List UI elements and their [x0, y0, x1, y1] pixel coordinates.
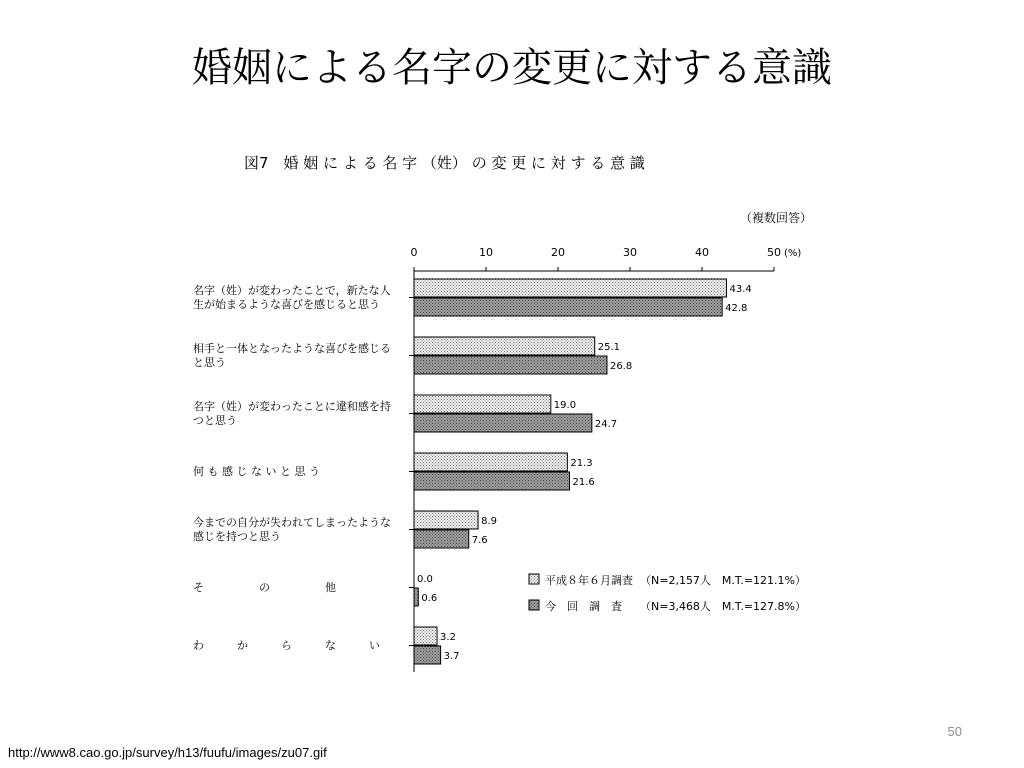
category-label: わ か ら な い	[193, 639, 380, 652]
bar-series-1	[414, 588, 418, 606]
x-tick-label: 0	[410, 246, 418, 259]
bar-value-label: 21.6	[572, 477, 595, 488]
bar-value-label: 26.8	[609, 361, 633, 372]
category-label: 相手と一体となったような喜びを感じる	[193, 342, 391, 355]
bar-series-0	[414, 627, 437, 645]
x-tick-label: 50	[767, 246, 781, 259]
bar-value-label: 43.4	[729, 284, 752, 295]
category-label: 感じを持つと思う	[193, 530, 281, 543]
bar-series-1	[414, 414, 592, 432]
bar-series-0	[414, 511, 478, 529]
bar-value-label: 7.6	[471, 535, 488, 546]
category-label: と思う	[193, 356, 226, 369]
bar-value-label: 0.0	[417, 574, 433, 585]
source-url: http://www8.cao.go.jp/survey/h13/fuufu/images/zu07.gif	[8, 745, 327, 760]
x-tick-label: 20	[551, 246, 565, 259]
bar-value-label: 19.0	[553, 400, 577, 411]
bar-value-label: 3.2	[440, 632, 456, 643]
unit-label: (%)	[784, 248, 802, 259]
bar-series-1	[414, 530, 469, 548]
bar-series-0	[414, 395, 551, 413]
legend-swatch-1	[529, 600, 539, 610]
category-label: そ の 他	[193, 581, 336, 594]
bar-value-label: 0.6	[421, 593, 438, 604]
bar-series-0	[414, 279, 726, 297]
bar-series-1	[414, 472, 570, 490]
category-label: 生が始まるような喜びを感じると思う	[193, 298, 380, 311]
x-tick-label: 40	[695, 246, 709, 259]
x-tick-label: 10	[479, 246, 493, 259]
bar-series-1	[414, 298, 722, 316]
category-label: 名字（姓）が変わったことに違和感を持	[193, 400, 391, 413]
legend-series-name: 平成８年６月調査	[545, 574, 633, 587]
category-labels	[193, 283, 391, 652]
page-number: 50	[947, 724, 962, 739]
legend-series-name: 今 回 調 査	[545, 600, 622, 613]
slide-title: 婚姻による名字の変更に対する意識	[192, 45, 832, 91]
bar-value-label: 8.9	[481, 516, 497, 527]
bar-value-label: 21.3	[570, 458, 593, 469]
bar-series-1	[414, 646, 441, 664]
category-label: つと思う	[193, 414, 237, 427]
bar-value-label: 3.7	[443, 651, 460, 662]
multiple-answer-note: （複数回答）	[739, 211, 812, 225]
legend-series-detail: （N=2,157人 M.T.=121.1%）	[640, 574, 806, 587]
legend-swatch-0	[529, 574, 539, 584]
chart-title: 図7 婚 姻 に よ る 名 字 （姓） の 変 更 に 対 す る 意 識	[244, 154, 645, 172]
bar-value-label: 42.8	[725, 303, 748, 314]
category-label: 今までの自分が失われてしまったような	[193, 516, 391, 529]
legend-series-detail: （N=3,468人 M.T.=127.8%）	[640, 600, 806, 613]
legend	[529, 573, 806, 613]
category-label: 何 も 感 じ な い と 思 う	[193, 465, 320, 478]
category-label: 名字（姓）が変わったことで，新たな人	[193, 284, 391, 297]
bar-series-1	[414, 356, 607, 374]
bar-series-0	[414, 337, 595, 355]
x-tick-label: 30	[623, 246, 637, 259]
bar-value-label: 24.7	[594, 419, 618, 430]
bar-value-label: 25.1	[597, 342, 620, 353]
bar-series-0	[414, 453, 567, 471]
